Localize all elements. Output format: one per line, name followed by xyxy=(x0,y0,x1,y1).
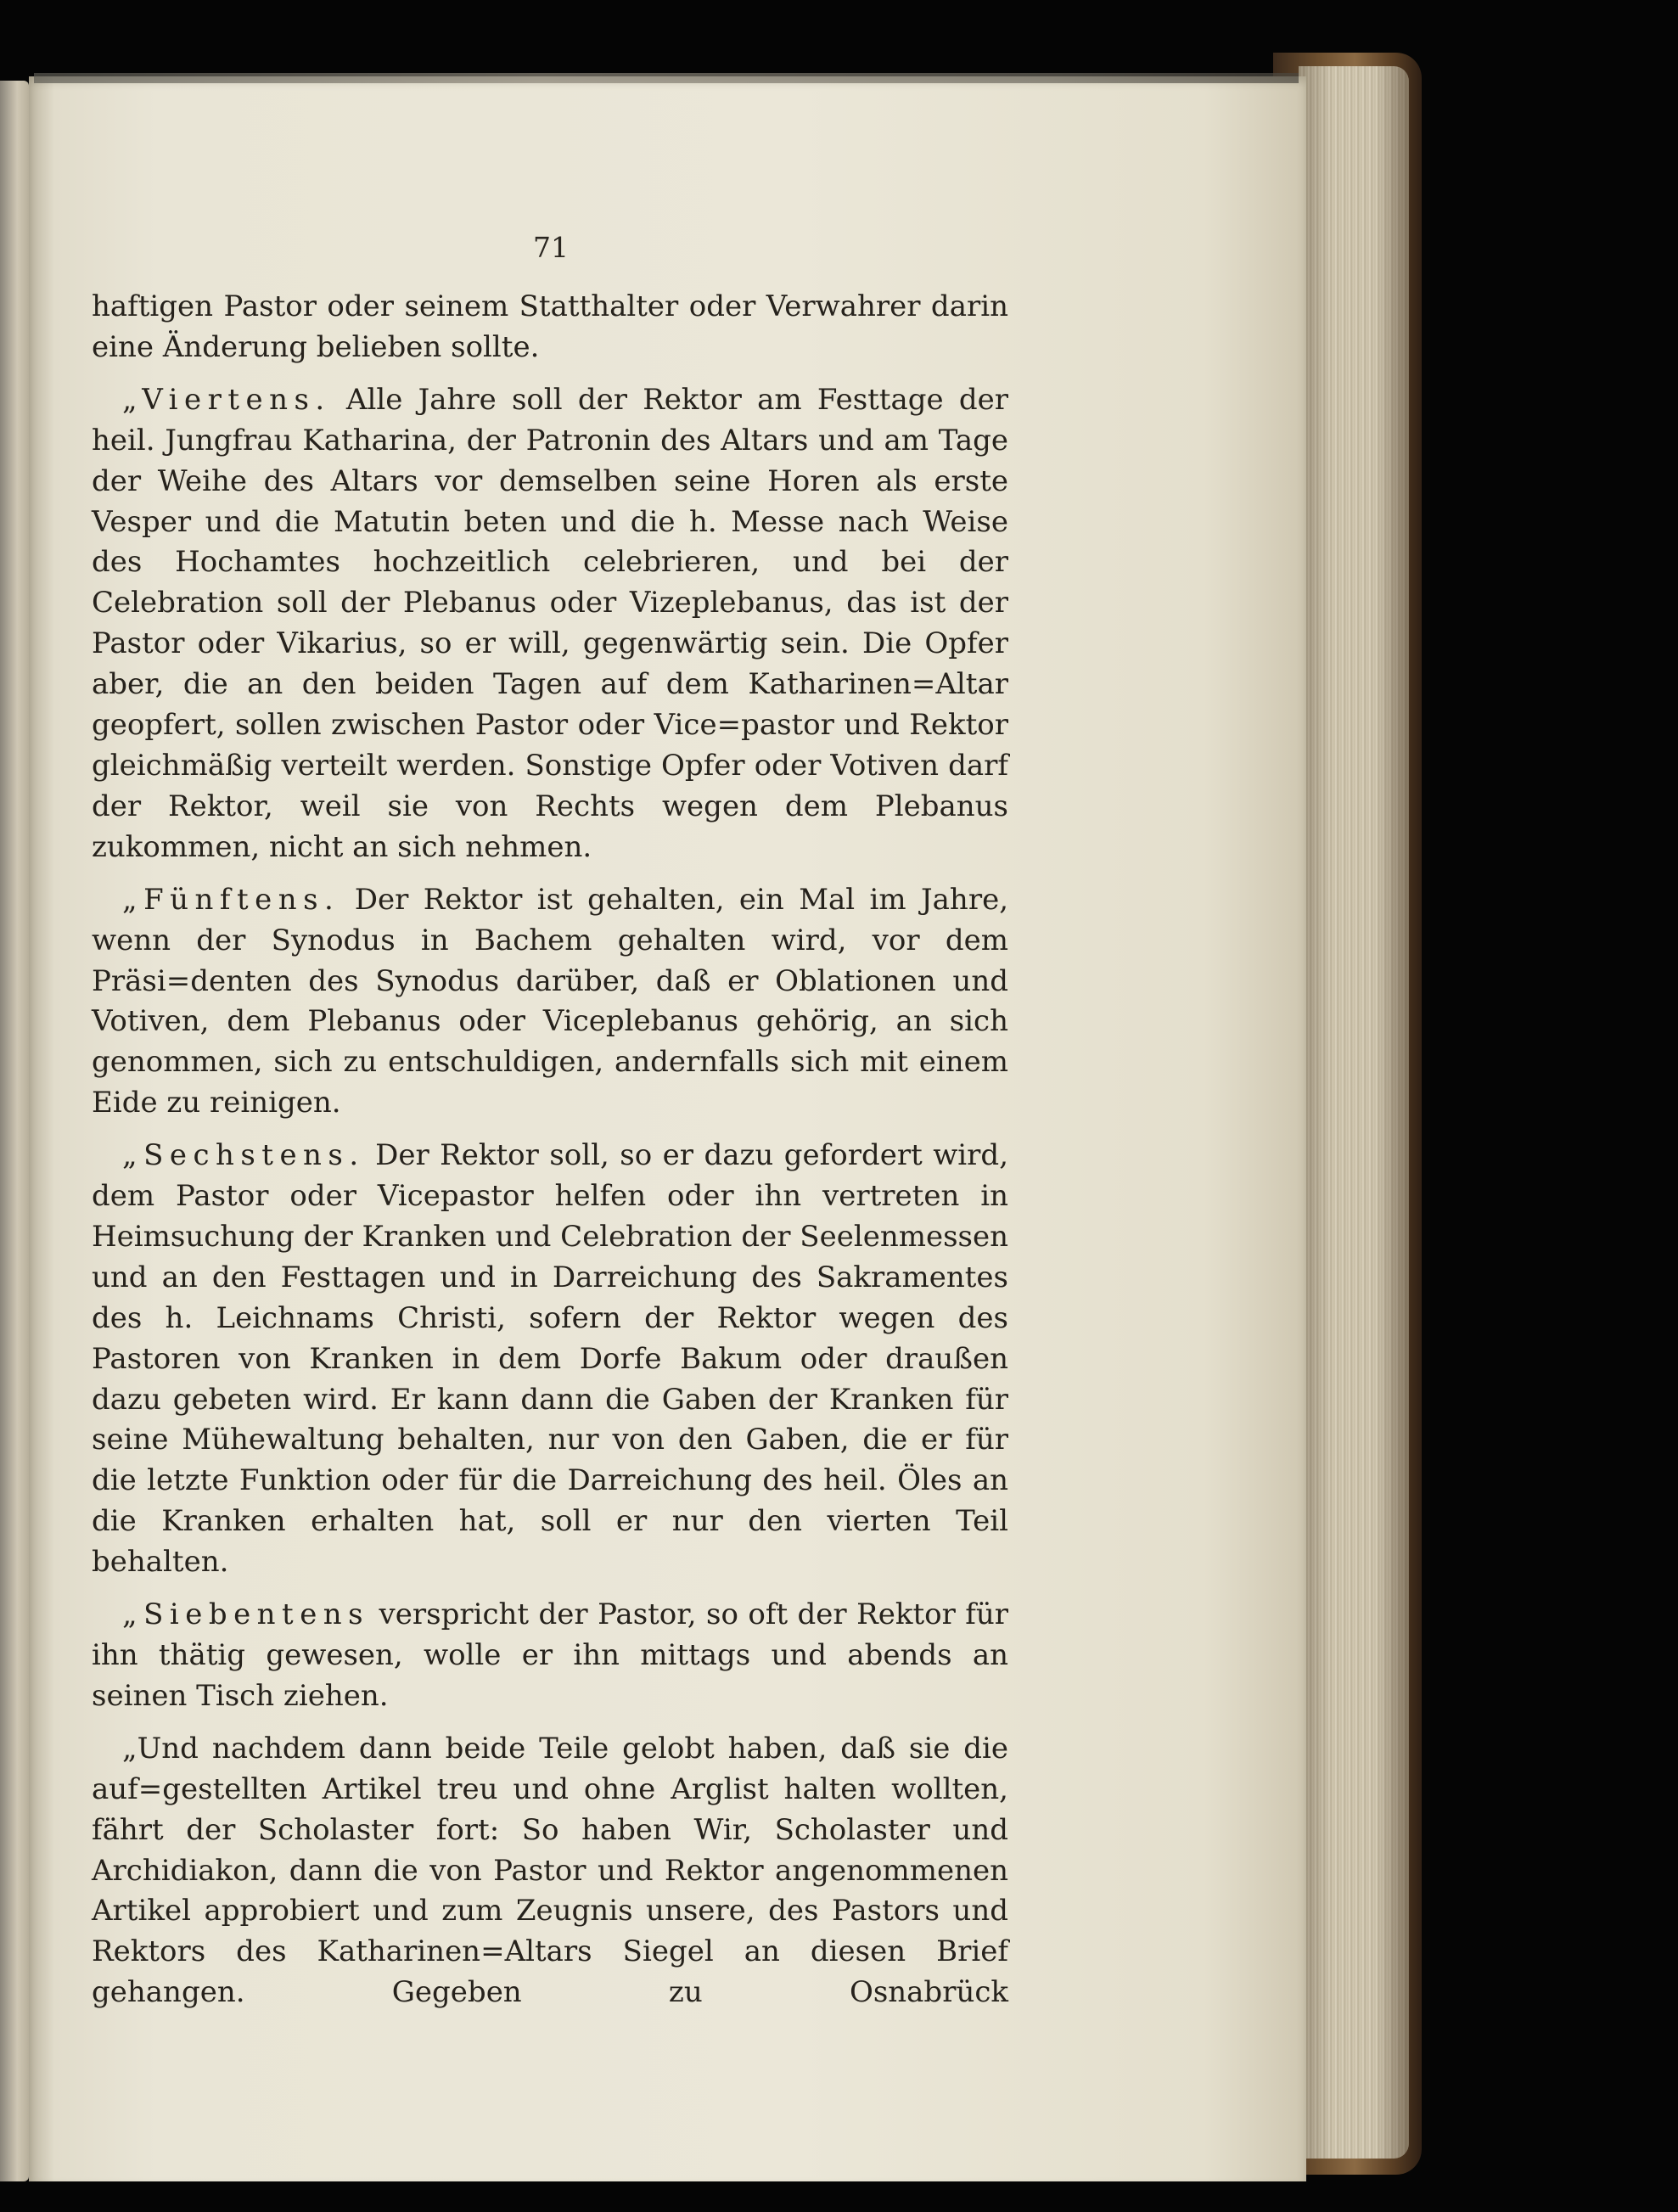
paragraph-lead: „Siebentens xyxy=(122,1597,370,1632)
paragraph-2 xyxy=(92,380,1008,868)
previous-page-edge xyxy=(0,81,29,2181)
page-top-edge xyxy=(34,73,1299,83)
paragraph-lead: „Sechstens. xyxy=(122,1138,365,1173)
body-text xyxy=(92,287,1008,2112)
paragraph-5 xyxy=(92,1595,1008,1717)
paragraph-text: Der Rektor ist gehalten, ein Mal im Jahre, wenn der Synodus in Bachem gehalten wird, vor dem Präsi=denten des Synodus darüber, daß er Oblationen und Votiven, dem Plebanus oder Viceplebanus gehörig, an sich genommen, sich zu entschuldigen, andernfalls sich mit einem Eide zu reinigen. xyxy=(92,882,1008,1120)
paragraph-lead: „Fünftens. xyxy=(122,882,340,917)
paragraph-text: Der Rektor soll, so er dazu gefordert wird, dem Pastor oder Vicepastor helfen oder ihn vertreten in Heimsuchung der Kranken und Celebration der Seelenmessen und an den Festtagen und in Darreichung des Sakramentes des h. Leichnams Christi, sofern der Rektor wegen des Pastoren von Kranken in dem Dorfe Bakum oder draußen dazu gebeten wird. Er kann dann die Gaben der Kranken für seine Mühewaltung behalten, nur von den Gaben, die er für die letzte Funktion oder für die Darreichung des heil. Öles an die Kranken erhalten hat, soll er nur den vierten Teil behalten. xyxy=(92,1138,1008,1580)
page-number: 71 xyxy=(533,231,569,264)
paragraph-text: „Und nachdem dann beide Teile gelobt haben, daß sie die auf=gestellten Artikel treu und ohne Arglist halten wollten, fährt der Scholaster fort: So haben Wir, Scholaster und Archidiakon, dann die von Pastor und Rektor angenommenen Artikel approbiert und zum Zeugnis unsere, des Pastors und Rektors des Katharinen=Altars Siegel an diesen Brief gehangen. Gegeben zu Osnabrück xyxy=(92,1731,1008,2010)
paragraph-text: haftigen Pastor oder seinem Statthalter oder Verwahrer darin eine Änderung belieben sollte. xyxy=(92,289,1008,364)
paragraph-lead: „Viertens. xyxy=(122,382,331,417)
paragraph-4 xyxy=(92,1136,1008,1583)
paragraph-6 xyxy=(92,1729,1008,2013)
paragraph-text: verspricht der Pastor, so oft der Rektor für ihn thätig gewesen, wolle er ihn mittags und abends an seinen Tisch ziehen. xyxy=(92,1597,1008,1713)
paragraph-text: Alle Jahre soll der Rektor am Festtage der heil. Jungfrau Katharina, der Patronin des Altars und am Tage der Weihe des Altars vor demselben seine Horen als erste Vesper und die Matutin beten und die h. Messe nach Weise des Hochamtes hochzeitlich celebrieren, und bei der Celebration soll der Plebanus oder Vizeplebanus, das ist der Pastor oder Vikarius, so er will, gegenwärtig sein. Die Opfer aber, die an den beiden Tagen auf dem Katharinen=Altar geopfert, sollen zwischen Pastor oder Vice=pastor und Rektor gleichmäßig verteilt werden. Sonstige Opfer oder Votiven darf der Rektor, weil sie von Rechts wegen dem Plebanus zukommen, nicht an sich nehmen. xyxy=(92,382,1008,864)
paragraph-1 xyxy=(92,287,1008,368)
page-block-shading xyxy=(1299,66,1409,2159)
paragraph-3 xyxy=(92,880,1008,1124)
